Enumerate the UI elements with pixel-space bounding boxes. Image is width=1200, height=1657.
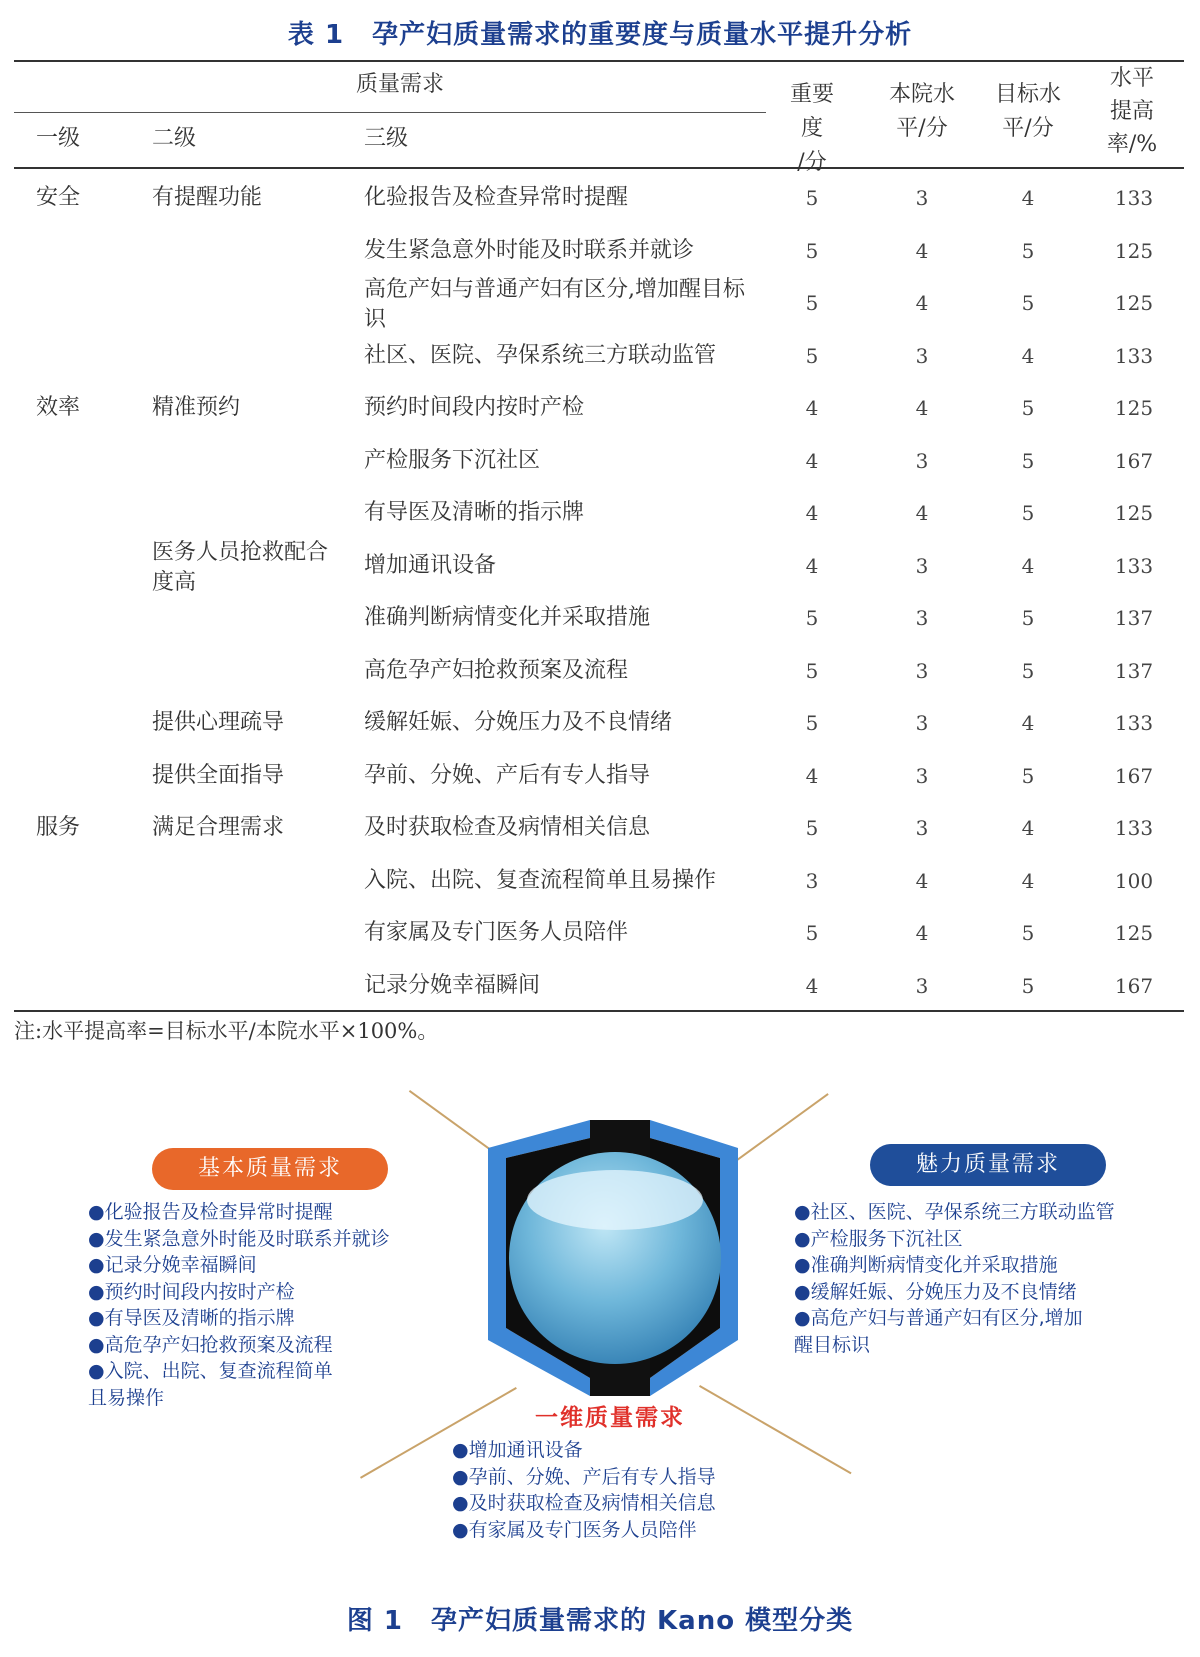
cell-current: 3: [915, 973, 929, 998]
cell-level3: 社区、医院、孕保系统三方联动监管: [364, 342, 717, 368]
cell-importance: 4: [805, 973, 819, 998]
cell-level1: 服务: [36, 815, 81, 840]
header-level3: 三级: [364, 126, 409, 151]
cell-rate: 133: [1114, 816, 1154, 840]
cell-importance: 5: [805, 711, 819, 735]
header-rate: 水平 提高 率/%: [1106, 66, 1158, 157]
table-group-rule: [14, 112, 766, 113]
list-item: ●发生紧急意外时能及时联系并就诊: [88, 1227, 390, 1250]
basic-needs-badge: 基本质量需求: [152, 1148, 388, 1190]
list-item: ●有导医及清晰的指示牌: [88, 1307, 295, 1329]
bullet-icon: ●: [794, 1201, 811, 1223]
bullet-icon: ●: [88, 1333, 105, 1356]
basic-needs-list: [88, 1199, 390, 1411]
cell-rate: 167: [1114, 763, 1154, 788]
cell-level3: 有导医及清晰的指示牌: [364, 500, 585, 525]
diagonal-line-br: [699, 1385, 851, 1474]
cell-target: 4: [1021, 816, 1035, 840]
cell-rate: 133: [1114, 711, 1154, 735]
cell-level3: 增加通讯设备: [364, 552, 497, 578]
cell-importance: 5: [805, 291, 819, 315]
list-item: 醒目标识: [794, 1333, 871, 1356]
cell-rate: 100: [1114, 868, 1154, 893]
cell-importance: 5: [805, 238, 819, 263]
cell-importance: 4: [805, 396, 819, 420]
cell-importance: 5: [805, 816, 819, 840]
cell-current: 3: [915, 343, 929, 368]
table-label: 表 1: [287, 20, 345, 50]
cell-importance: 4: [805, 448, 819, 473]
cell-level3: 及时获取检查及病情相关信息: [364, 815, 651, 840]
cell-target: 5: [1021, 291, 1035, 315]
list-item: ●预约时间段内按时产检: [88, 1280, 295, 1303]
cell-current: 4: [915, 291, 929, 315]
cell-level3: 孕前、分娩、产后有专人指导: [364, 762, 651, 788]
cell-rate: 167: [1114, 973, 1154, 998]
cell-level1: 效率: [36, 395, 81, 420]
list-item: ●产检服务下沉社区: [794, 1227, 963, 1250]
cell-target: 4: [1021, 711, 1035, 735]
cell-level2: 提供心理疏导: [152, 710, 285, 735]
cell-level3: 产检服务下沉社区: [364, 447, 541, 473]
cube-sphere-graphic: [470, 1118, 760, 1398]
cell-current: 4: [915, 921, 929, 945]
bullet-icon: ●: [88, 1227, 105, 1250]
cell-target: 5: [1021, 658, 1035, 683]
bullet-icon: ●: [794, 1307, 811, 1329]
cell-rate: 125: [1114, 921, 1154, 945]
cell-importance: 5: [805, 658, 819, 683]
list-item: ●入院、出院、复查流程简单: [88, 1360, 333, 1382]
cell-rate: 133: [1114, 186, 1154, 210]
list-item: ●增加通讯设备: [452, 1439, 583, 1461]
charm-needs-list: [794, 1199, 1115, 1358]
cell-rate: 133: [1114, 553, 1154, 578]
bullet-icon: ●: [452, 1465, 469, 1488]
table-note: 注:水平提高率=目标水平/本院水平×100%。: [14, 1019, 439, 1043]
list-item: ●及时获取检查及病情相关信息: [452, 1492, 716, 1514]
cell-current: 4: [915, 501, 929, 525]
cell-level3: 记录分娩幸福瞬间: [364, 972, 541, 998]
cell-target: 4: [1021, 343, 1035, 368]
bullet-icon: ●: [794, 1254, 811, 1276]
cell-importance: 3: [805, 868, 819, 893]
header-level1: 一级: [36, 126, 81, 151]
list-item: ●记录分娩幸福瞬间: [88, 1254, 257, 1276]
cell-current: 3: [915, 816, 929, 840]
cell-target: 5: [1021, 448, 1035, 473]
cell-target: 5: [1021, 606, 1035, 630]
header-level2: 二级: [152, 126, 197, 151]
table-top-rule: [14, 60, 1184, 62]
cell-level3: 入院、出院、复查流程简单且易操作: [364, 867, 717, 893]
figure-title: [0, 1600, 1200, 1637]
cell-level2: 精准预约: [152, 395, 241, 420]
cell-level2: 提供全面指导: [152, 762, 285, 788]
cell-target: 4: [1021, 868, 1035, 893]
one-dimensional-needs-list: [452, 1437, 716, 1543]
table-title-text: 孕产妇质量需求的重要度与质量水平提升分析: [372, 20, 913, 50]
cell-importance: 4: [805, 763, 819, 788]
cell-level3: 高危产妇与普通产妇有区分,增加醒目标识: [364, 277, 745, 332]
bullet-icon: ●: [452, 1492, 469, 1514]
cell-current: 4: [915, 238, 929, 263]
cell-target: 5: [1021, 763, 1035, 788]
cell-current: 3: [915, 606, 929, 630]
list-item: ●社区、医院、孕保系统三方联动监管: [794, 1201, 1115, 1223]
list-item: ●孕前、分娩、产后有专人指导: [452, 1465, 716, 1488]
bullet-icon: ●: [452, 1439, 469, 1461]
cell-target: 5: [1021, 396, 1035, 420]
cell-target: 4: [1021, 553, 1035, 578]
cell-importance: 5: [805, 186, 819, 210]
figure-label: 图 1: [346, 1606, 403, 1636]
bullet-icon: ●: [452, 1518, 469, 1541]
cell-rate: 137: [1114, 606, 1154, 630]
bullet-icon: ●: [794, 1280, 811, 1303]
cell-current: 3: [915, 763, 929, 788]
cell-level3: 缓解妊娠、分娩压力及不良情绪: [364, 710, 673, 735]
list-item: 且易操作: [88, 1386, 165, 1409]
cell-current: 3: [915, 553, 929, 578]
bullet-icon: ●: [88, 1307, 105, 1329]
cell-current: 4: [915, 396, 929, 420]
cell-target: 5: [1021, 921, 1035, 945]
cell-target: 5: [1021, 238, 1035, 263]
table-header-rule: [14, 167, 1184, 169]
cell-current: 4: [915, 868, 929, 893]
cell-level3: 预约时间段内按时产检: [364, 395, 585, 420]
header-target: 目标水 平/分: [994, 82, 1061, 141]
cell-importance: 4: [805, 553, 819, 578]
cell-level2: 有提醒功能: [152, 185, 263, 210]
bullet-icon: ●: [88, 1201, 105, 1223]
cell-level2: 满足合理需求: [152, 815, 285, 840]
cell-current: 3: [915, 186, 929, 210]
cell-current: 3: [915, 448, 929, 473]
cell-level3: 高危孕产妇抢救预案及流程: [364, 657, 629, 683]
table-bottom-rule: [14, 1010, 1184, 1012]
header-group: 质量需求: [355, 72, 444, 97]
bullet-icon: ●: [88, 1280, 105, 1303]
figure-title-text: 孕产妇质量需求的 Kano 模型分类: [430, 1606, 854, 1636]
cell-target: 5: [1021, 501, 1035, 525]
list-item: ●有家属及专门医务人员陪伴: [452, 1518, 697, 1541]
header-current: 本院水 平/分: [888, 82, 955, 141]
cell-rate: 167: [1114, 448, 1154, 473]
cell-current: 3: [915, 658, 929, 683]
bullet-icon: ●: [794, 1227, 811, 1250]
cell-level3: 准确判断病情变化并采取措施: [364, 605, 651, 630]
cell-rate: 125: [1114, 238, 1154, 263]
sphere-highlight: [527, 1170, 703, 1230]
cell-level3: 发生紧急意外时能及时联系并就诊: [364, 237, 695, 263]
bullet-icon: ●: [88, 1360, 105, 1382]
list-item: ●化验报告及检查异常时提醒: [88, 1201, 333, 1223]
cell-importance: 5: [805, 343, 819, 368]
list-item: ●缓解妊娠、分娩压力及不良情绪: [794, 1280, 1077, 1303]
cell-importance: 5: [805, 921, 819, 945]
one-dimensional-needs-title: 一维质量需求: [535, 1405, 685, 1431]
cell-rate: 133: [1114, 343, 1154, 368]
list-item: ●高危孕产妇抢救预案及流程: [88, 1333, 333, 1356]
header-importance: 重要度 /分: [789, 82, 834, 175]
cell-current: 3: [915, 711, 929, 735]
cell-rate: 125: [1114, 501, 1154, 525]
cell-level3: 有家属及专门医务人员陪伴: [364, 920, 629, 945]
cell-rate: 125: [1114, 291, 1154, 315]
cell-level3: 化验报告及检查异常时提醒: [364, 185, 629, 210]
charm-needs-badge: 魅力质量需求: [870, 1144, 1106, 1186]
cell-rate: 137: [1114, 658, 1154, 683]
cell-importance: 5: [805, 606, 819, 630]
list-item: ●高危产妇与普通产妇有区分,增加: [794, 1307, 1083, 1329]
cell-level1: 安全: [36, 185, 81, 210]
bullet-icon: ●: [88, 1254, 105, 1276]
cell-level2: 医务人员抢救配合度高: [152, 539, 329, 595]
table-title: [0, 14, 1200, 51]
list-item: ●准确判断病情变化并采取措施: [794, 1254, 1058, 1276]
cell-importance: 4: [805, 501, 819, 525]
cell-target: 5: [1021, 973, 1035, 998]
cell-rate: 125: [1114, 396, 1154, 420]
cell-target: 4: [1021, 186, 1035, 210]
